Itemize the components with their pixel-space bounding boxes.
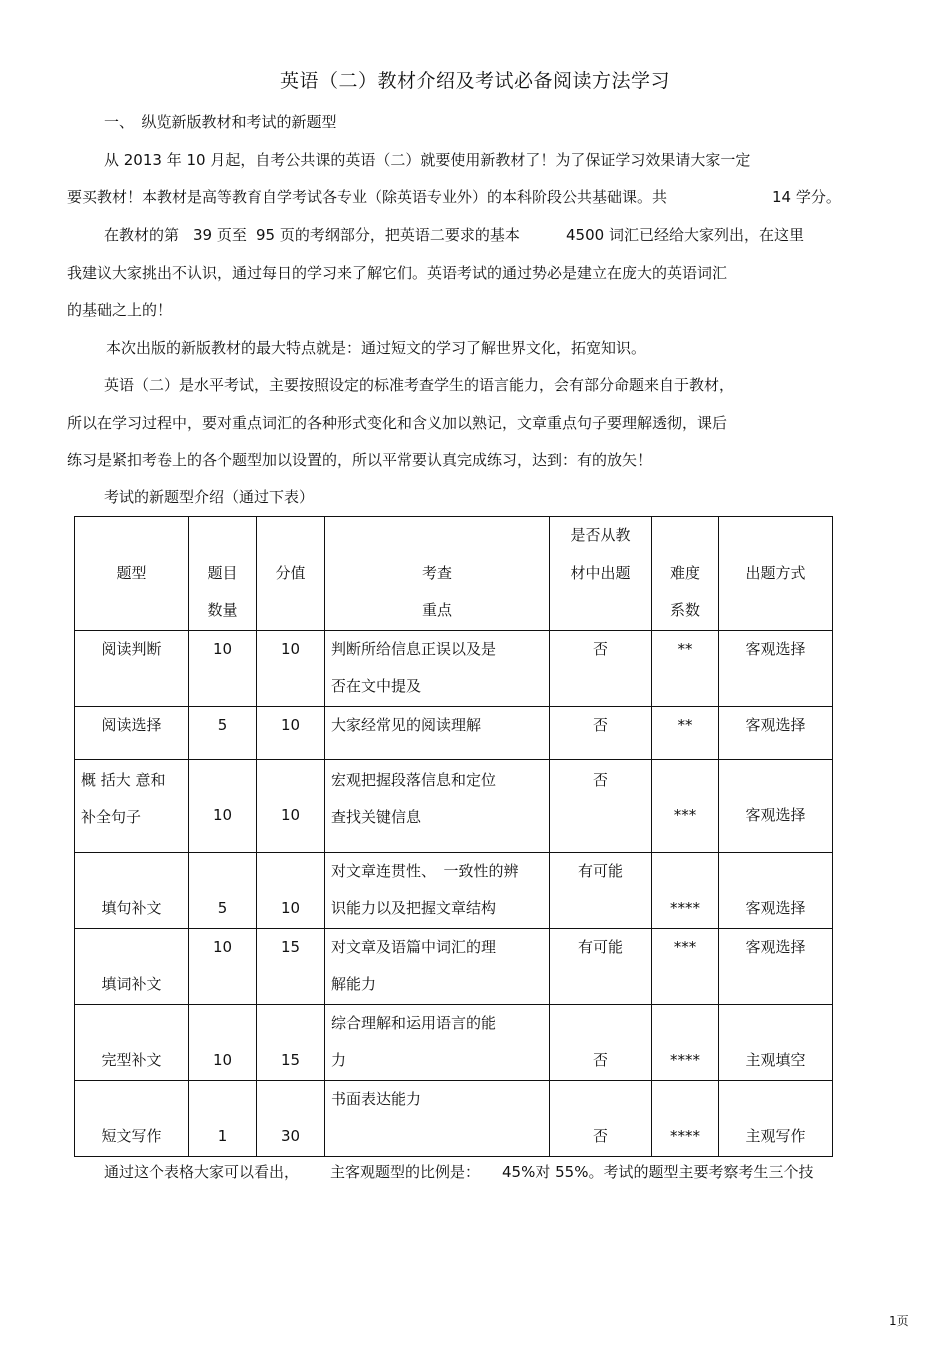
cell-count: 5 (189, 706, 257, 759)
cell-count: 10 (189, 630, 257, 706)
table-row (75, 1080, 833, 1156)
closing-text-b: 主客观题型的比例是： (330, 1163, 481, 1181)
cell-score: 30 (257, 1080, 325, 1156)
cell-difficulty: *** (652, 928, 719, 1004)
paragraph-2-line-2: 我建议大家挑出不认识，通过每日的学习来了解它们。英语考试的通过势必是建立在庞大的英语词汇 (67, 264, 728, 282)
paragraph-1-line-2b: 14 学分。 (772, 188, 841, 206)
cell-focus: 宏观把握段落信息和定位 查找关键信息 (325, 759, 550, 852)
header-count: 题目 数量 (189, 517, 257, 631)
cell-from-book: 否 (550, 630, 652, 706)
paragraph-2-line-1c: 95 页的考纲部分，把英语二要求的基本 (256, 226, 520, 244)
cell-type: 阅读选择 (75, 706, 189, 759)
paragraph-2-line-1a: 在教材的第 (104, 226, 180, 244)
cell-count: 5 (189, 852, 257, 928)
cell-from-book: 有可能 (550, 852, 652, 928)
cell-difficulty: *** (652, 759, 719, 852)
cell-score: 15 (257, 1004, 325, 1080)
header-method: 出题方式 (719, 517, 833, 631)
cell-score: 10 (257, 759, 325, 852)
page-number: 1页 (889, 1314, 909, 1328)
table-header-row (75, 517, 833, 631)
paragraph-2-line-1b: 39 页至 (193, 226, 247, 244)
table-intro: 考试的新题型介绍（通过下表） (104, 488, 315, 506)
cell-difficulty: ** (652, 630, 719, 706)
section-heading: 一、 纵览新版教材和考试的新题型 (104, 113, 337, 131)
cell-type: 短文写作 (75, 1080, 189, 1156)
question-type-table (74, 516, 833, 1157)
cell-count: 10 (189, 759, 257, 852)
cell-count: 10 (189, 928, 257, 1004)
table-row (75, 630, 833, 706)
header-difficulty: 难度 系数 (652, 517, 719, 631)
cell-method: 客观选择 (719, 759, 833, 852)
cell-type: 填词补文 (75, 928, 189, 1004)
table-row (75, 852, 833, 928)
cell-focus: 判断所给信息正误以及是 否在文中提及 (325, 630, 550, 706)
paragraph-3: 本次出版的新版教材的最大特点就是：通过短文的学习了解世界文化，拓宽知识。 (106, 339, 647, 357)
cell-score: 10 (257, 706, 325, 759)
cell-difficulty: **** (652, 852, 719, 928)
cell-score: 10 (257, 852, 325, 928)
cell-focus: 对文章及语篇中词汇的理 解能力 (325, 928, 550, 1004)
cell-focus: 综合理解和运用语言的能 力 (325, 1004, 550, 1080)
cell-method: 主观写作 (719, 1080, 833, 1156)
cell-focus: 大家经常见的阅读理解 (325, 706, 550, 759)
cell-from-book: 否 (550, 706, 652, 759)
cell-method: 客观选择 (719, 852, 833, 928)
cell-from-book: 否 (550, 1080, 652, 1156)
paragraph-4-line-2: 所以在学习过程中，要对重点词汇的各种形式变化和含义加以熟记，文章重点句子要理解透彻，课后 (67, 414, 728, 432)
header-score: 分值 (257, 517, 325, 631)
cell-difficulty: **** (652, 1004, 719, 1080)
paragraph-1-line-2a: 要买教材！本教材是高等教育自学考试各专业（除英语专业外）的本科阶段公共基础课。共 (67, 188, 668, 206)
paragraph-1-line-1: 从 2013 年 10 月起，自考公共课的英语（二）就要使用新教材了！为了保证学习效果请大家一定 (104, 151, 751, 169)
table-row (75, 759, 833, 852)
cell-focus: 对文章连贯性、 一致性的辨 识能力以及把握文章结构 (325, 852, 550, 928)
header-type: 题型 (75, 517, 189, 631)
cell-method: 客观选择 (719, 706, 833, 759)
document-title: 英语（二）教材介绍及考试必备阅读方法学习 (279, 70, 670, 92)
cell-type: 完型补文 (75, 1004, 189, 1080)
cell-count: 10 (189, 1004, 257, 1080)
table-row (75, 928, 833, 1004)
cell-count: 1 (189, 1080, 257, 1156)
cell-method: 主观填空 (719, 1004, 833, 1080)
cell-score: 15 (257, 928, 325, 1004)
cell-type: 阅读判断 (75, 630, 189, 706)
table-row (75, 706, 833, 759)
cell-type: 填句补文 (75, 852, 189, 928)
closing-text-a: 通过这个表格大家可以看出， (104, 1163, 300, 1181)
cell-method: 客观选择 (719, 630, 833, 706)
cell-difficulty: ** (652, 706, 719, 759)
cell-type: 概 括大 意和 补全句子 (75, 759, 189, 852)
cell-from-book: 有可能 (550, 928, 652, 1004)
paragraph-2-line-3: 的基础之上的！ (67, 301, 173, 319)
paragraph-4-line-3: 练习是紧扣考卷上的各个题型加以设置的，所以平常要认真完成练习，达到：有的放矢！ (67, 451, 653, 469)
cell-difficulty: **** (652, 1080, 719, 1156)
cell-from-book: 否 (550, 759, 652, 852)
paragraph-2-line-1d: 4500 词汇已经给大家列出，在这里 (566, 226, 804, 244)
closing-text-c: 45%对 55%。考试的题型主要考察考生三个技 (502, 1163, 814, 1181)
header-from-book: 是否从教 材中出题 (550, 517, 652, 631)
paragraph-4-line-1: 英语（二）是水平考试，主要按照设定的标准考查学生的语言能力，会有部分命题来自于教材， (104, 376, 735, 394)
cell-method: 客观选择 (719, 928, 833, 1004)
table-row (75, 1004, 833, 1080)
cell-focus: 书面表达能力 (325, 1080, 550, 1156)
cell-score: 10 (257, 630, 325, 706)
header-focus: 考查 重点 (325, 517, 550, 631)
cell-from-book: 否 (550, 1004, 652, 1080)
